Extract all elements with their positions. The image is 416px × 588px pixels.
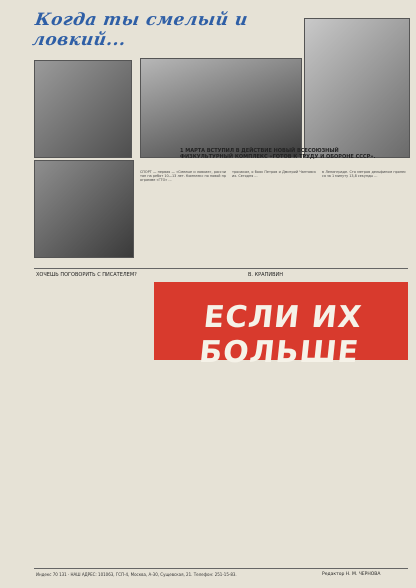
story-title: ЕСЛИ ИХ БОЛЬШЕ (197, 300, 364, 370)
page-headline: Когда ты смелый и ловкий... (31, 10, 250, 50)
photo-swimmers (34, 160, 134, 258)
article-author: В. КРАПИВИН (248, 272, 284, 278)
article-column-1: СПОРТ — первая — «Смелые и ловкие», рассчитан на ребят 10—13 лет. Комплекс по новой программе «ГТО» ... (140, 170, 226, 183)
article-column-3: в Ленинграде. Сто метров дельфином пронесся за 1 минуту 13,8 секунды ... (322, 170, 406, 179)
photo-runner (34, 60, 132, 158)
footer-info: Индекс 70 131 · НАШ АДРЕС: 101063, ГСП-4, Москва, А-30, Сущевская, 21. Телефон: 251-15-83. (36, 572, 237, 577)
section-divider (34, 268, 408, 269)
photo-caption: 1 МАРТА ВСТУПИЛ В ДЕЙСТВИЕ НОВЫЙ ВСЕСОЮЗНЫЙ ФИЗКУЛЬТУРНЫЙ КОМПЛЕКС «ГОТОВ К ТРУДУ И ОБОРОНЕ СССР». (180, 148, 376, 160)
editor-credit: Редактор Н. М. ЧЕРНОВА (322, 572, 381, 577)
photo-athlete (304, 18, 410, 158)
story-banner (154, 282, 408, 370)
footer-divider (34, 568, 408, 569)
photo-boys (140, 58, 302, 158)
section-subhead: ХОЧЕШЬ ПОГОВОРИТЬ С ПИСАТЕЛЕМ? (36, 272, 137, 278)
article-column-2: тросиком, о боях Петров и Дмитрий Чантовских. Сегодня ... (232, 170, 316, 179)
